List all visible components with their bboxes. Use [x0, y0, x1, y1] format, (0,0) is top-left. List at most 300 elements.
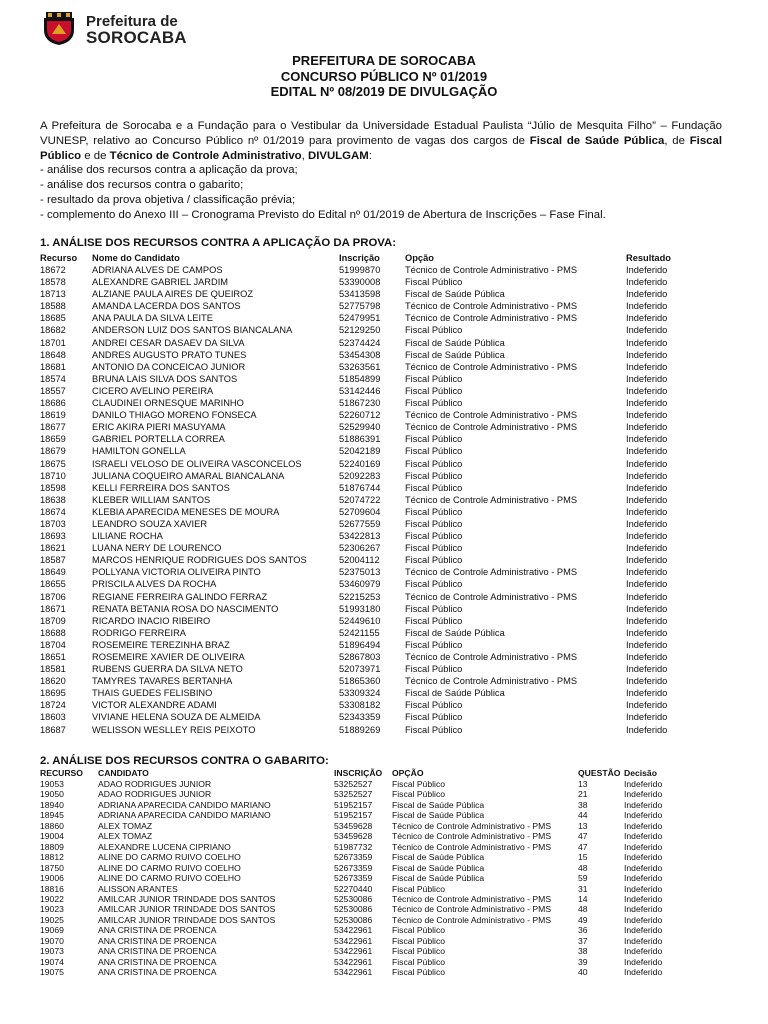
cell-opcao: Fiscal Público: [405, 700, 463, 711]
cell-opcao: Técnico de Controle Administrativo - PMS: [405, 591, 578, 602]
cell-inscricao: 53252527: [334, 779, 373, 789]
cell-resultado: Indeferido: [626, 265, 668, 275]
cell-inscricao: 52775798: [339, 301, 381, 312]
cell-recurso: 18674: [40, 506, 66, 517]
cell-resultado: Indeferido: [626, 506, 668, 517]
cell-recurso: 18598: [40, 482, 66, 493]
cell-inscricao: 52074722: [339, 494, 381, 505]
cell-inscricao: 51854899: [339, 373, 381, 384]
cell-nome: THAIS GUEDES FELISBINO: [92, 688, 213, 699]
table-row: [40, 651, 722, 663]
intro-bold-3: Técnico de Controle Administrativo: [109, 150, 302, 162]
cell-recurso: 18651: [40, 652, 66, 662]
cell-opcao: Fiscal Público: [392, 883, 446, 894]
cell-candidato: ANA CRISTINA DE PROENCA: [98, 956, 217, 967]
list-item: - resultado da prova objetiva / classificação prévia;: [40, 194, 296, 206]
cell-opcao: Técnico de Controle Administrativo - PMS: [405, 361, 578, 372]
cell-resultado: Indeferido: [626, 482, 668, 493]
cell-opcao: Fiscal Público: [405, 543, 463, 554]
title-line-1: PREFEITURA DE SOROCABA: [292, 53, 476, 68]
table-header-row: [40, 252, 722, 264]
cell-recurso: 19006: [40, 873, 64, 884]
cell-resultado: Indeferido: [626, 543, 668, 554]
cell-recurso: 19023: [40, 904, 64, 915]
cell-recurso: 18709: [40, 615, 66, 626]
cell-candidato: ALINE DO CARMO RUIVO COELHO: [98, 873, 241, 884]
cell-questao: 13: [578, 820, 588, 831]
cell-recurso: 18695: [40, 688, 66, 699]
cell-nome: ROSEMEIRE TEREZINHA BRAZ: [92, 639, 230, 650]
cell-recurso: 18648: [40, 349, 66, 360]
cell-opcao: Técnico de Controle Administrativo - PMS: [392, 831, 552, 842]
city-crest-icon: [40, 10, 78, 46]
cell-inscricao: 53459628: [334, 820, 373, 831]
col-header-opcao: Opção: [405, 253, 434, 263]
table-row: [40, 324, 722, 336]
cell-resultado: Indeferido: [626, 494, 668, 505]
cell-recurso: 18588: [40, 301, 66, 312]
cell-opcao: Fiscal Público: [405, 555, 463, 566]
cell-opcao: Técnico de Controle Administrativo - PMS: [405, 567, 578, 578]
cell-recurso: 18706: [40, 591, 66, 602]
cell-opcao: Técnico de Controle Administrativo - PMS: [392, 914, 552, 925]
cell-recurso: 19050: [40, 789, 64, 800]
cell-resultado: Indeferido: [626, 446, 668, 457]
cell-resultado: Indeferido: [626, 301, 668, 312]
list-item: - análise dos recursos contra a aplicação da prova;: [40, 164, 298, 176]
cell-questao: 39: [578, 956, 588, 967]
table-row: [40, 300, 722, 312]
cell-inscricao: 53422961: [334, 956, 373, 967]
cell-recurso: 19074: [40, 956, 64, 967]
cell-inscricao: 51865360: [339, 676, 381, 687]
cell-resultado: Indeferido: [626, 567, 668, 578]
cell-recurso: 19070: [40, 935, 64, 946]
cell-inscricao: 53422961: [334, 967, 373, 978]
appeals-application-table: [40, 252, 722, 736]
cell-opcao: Técnico de Controle Administrativo - PMS: [405, 410, 578, 421]
cell-inscricao: 52449610: [339, 615, 381, 626]
cell-candidato: ALISSON ARANTES: [98, 883, 178, 894]
cell-opcao: Fiscal Público: [392, 956, 446, 967]
cell-nome: ANDERSON LUIZ DOS SANTOS BIANCALANA: [92, 325, 293, 336]
col-header-questao: QUESTÃO: [578, 768, 621, 778]
cell-recurso: 19025: [40, 914, 64, 925]
cell-recurso: 18671: [40, 603, 66, 614]
cell-questao: 15: [578, 852, 588, 863]
col-header-nome: Nome do Candidato: [92, 253, 180, 263]
cell-candidato: ADRIANA APARECIDA CANDIDO MARIANO: [98, 810, 271, 821]
cell-resultado: Indeferido: [626, 289, 668, 300]
cell-inscricao: 51999870: [339, 265, 381, 275]
table-row: [40, 663, 722, 675]
cell-candidato: ANA CRISTINA DE PROENCA: [98, 967, 217, 978]
cell-inscricao: 52343359: [339, 712, 381, 723]
logo: [40, 10, 200, 46]
table-row: [40, 554, 722, 566]
cell-resultado: Indeferido: [626, 664, 668, 675]
title-line-2: CONCURSO PÚBLICO Nº 01/2019: [280, 68, 488, 84]
cell-questao: 36: [578, 925, 588, 936]
cell-inscricao: 52374424: [339, 337, 381, 348]
cell-resultado: Indeferido: [626, 277, 668, 288]
cell-decisao: Indeferido: [624, 779, 663, 789]
table-row: [40, 397, 722, 409]
cell-inscricao: 52004112: [339, 555, 380, 566]
cell-recurso: 18704: [40, 639, 66, 650]
cell-inscricao: 53142446: [339, 385, 381, 396]
table-row: [40, 385, 722, 397]
table-row: [40, 458, 722, 470]
cell-recurso: 18677: [40, 422, 66, 433]
cell-inscricao: 52530086: [334, 914, 373, 925]
cell-opcao: Técnico de Controle Administrativo - PMS: [392, 841, 552, 852]
cell-inscricao: 52673359: [334, 873, 373, 884]
table-row: [40, 276, 722, 288]
table-row: [40, 863, 704, 873]
cell-recurso: 18686: [40, 398, 66, 409]
cell-opcao: Fiscal Público: [405, 482, 463, 493]
cell-questao: 38: [578, 799, 588, 810]
cell-resultado: Indeferido: [626, 349, 668, 360]
cell-opcao: Fiscal Público: [405, 398, 463, 409]
cell-opcao: Fiscal Público: [405, 385, 463, 396]
cell-questao: 47: [578, 831, 588, 842]
cell-recurso: 18685: [40, 313, 66, 324]
cell-recurso: 19004: [40, 831, 64, 842]
cell-inscricao: 51896494: [339, 639, 381, 650]
cell-nome: ALZIANE PAULA AIRES DE QUEIROZ: [92, 289, 254, 300]
table-row: [40, 699, 722, 711]
cell-opcao: Fiscal Público: [405, 470, 463, 481]
cell-recurso: 18860: [40, 820, 64, 831]
cell-resultado: Indeferido: [626, 603, 668, 614]
cell-recurso: 18675: [40, 458, 66, 469]
table-row: [40, 373, 722, 385]
cell-inscricao: 52529940: [339, 422, 381, 433]
cell-questao: 59: [578, 873, 588, 884]
cell-candidato: ALINE DO CARMO RUIVO COELHO: [98, 852, 241, 863]
intro-bold-4: DIVULGAM: [307, 150, 369, 162]
cell-resultado: Indeferido: [626, 531, 668, 542]
cell-decisao: Indeferido: [624, 852, 663, 863]
cell-resultado: Indeferido: [626, 724, 668, 735]
cell-inscricao: 53460979: [339, 579, 381, 590]
cell-nome: LEANDRO SOUZA XAVIER: [92, 518, 208, 529]
cell-recurso: 18710: [40, 470, 66, 481]
table-row: [40, 445, 722, 457]
cell-nome: CICERO AVELINO PEREIRA: [92, 385, 214, 396]
cell-candidato: AMILCAR JUNIOR TRINDADE DOS SANTOS: [98, 893, 276, 904]
cell-opcao: Fiscal Público: [405, 579, 463, 590]
cell-inscricao: 53308182: [339, 700, 381, 711]
col-header-recurso: RECURSO: [40, 768, 83, 778]
cell-inscricao: 52673359: [334, 862, 373, 873]
cell-recurso: 18578: [40, 277, 66, 288]
cell-inscricao: 53413598: [339, 289, 381, 300]
cell-opcao: Fiscal Público: [392, 946, 446, 957]
cell-resultado: Indeferido: [626, 700, 668, 711]
cell-opcao: Fiscal Público: [392, 925, 446, 936]
table-row: [40, 518, 722, 530]
divulgation-list: [40, 163, 606, 223]
table-row: [40, 894, 704, 904]
cell-resultado: Indeferido: [626, 337, 668, 348]
cell-decisao: Indeferido: [624, 789, 663, 800]
cell-candidato: ANA CRISTINA DE PROENCA: [98, 925, 217, 936]
cell-recurso: 18621: [40, 543, 66, 554]
cell-recurso: 18809: [40, 841, 64, 852]
cell-inscricao: 52530086: [334, 904, 373, 915]
table-row: [40, 433, 722, 445]
cell-inscricao: 52042189: [339, 446, 381, 457]
intro-paragraph: [40, 119, 722, 164]
cell-opcao: Fiscal Público: [405, 277, 463, 288]
cell-nome: POLLYANA VICTORIA OLIVEIRA PINTO: [92, 567, 261, 578]
cell-inscricao: 53263561: [339, 361, 381, 372]
cell-opcao: Fiscal Público: [405, 639, 463, 650]
table-row: [40, 675, 722, 687]
cell-candidato: ANA CRISTINA DE PROENCA: [98, 935, 217, 946]
cell-nome: ERIC AKIRA PIERI MASUYAMA: [92, 422, 226, 433]
table-row: [40, 409, 722, 421]
table-row: [40, 349, 722, 361]
section-1-title: 1. ANÁLISE DOS RECURSOS CONTRA A APLICAÇÃO DA PROVA:: [40, 237, 397, 249]
table-row: [40, 873, 704, 883]
col-header-decisao: Decisão: [624, 768, 657, 778]
cell-resultado: Indeferido: [626, 518, 668, 529]
cell-candidato: ALEXANDRE LUCENA CIPRIANO: [98, 841, 231, 852]
cell-inscricao: 52530086: [334, 893, 373, 904]
cell-recurso: 18724: [40, 700, 66, 711]
cell-inscricao: 52677559: [339, 518, 381, 529]
cell-nome: ISRAELI VELOSO DE OLIVEIRA VASCONCELOS: [92, 458, 302, 469]
cell-questao: 44: [578, 810, 588, 821]
cell-opcao: Fiscal de Saúde Pública: [392, 799, 485, 810]
cell-recurso: 18649: [40, 567, 66, 578]
cell-inscricao: 53309324: [339, 688, 381, 699]
cell-resultado: Indeferido: [626, 627, 668, 638]
cell-nome: ANA PAULA DA SILVA LEITE: [92, 313, 213, 324]
table-row: [40, 337, 722, 349]
cell-inscricao: 53459628: [334, 831, 373, 842]
cell-opcao: Fiscal Público: [405, 458, 463, 469]
table-row: [40, 852, 704, 862]
table-row: [40, 800, 704, 810]
cell-nome: ROSEMEIRE XAVIER DE OLIVEIRA: [92, 652, 245, 662]
cell-recurso: 18703: [40, 518, 66, 529]
cell-resultado: Indeferido: [626, 615, 668, 626]
cell-inscricao: 52673359: [334, 852, 373, 863]
cell-inscricao: 51876744: [339, 482, 381, 493]
cell-recurso: 18688: [40, 627, 66, 638]
cell-opcao: Fiscal Público: [405, 664, 463, 675]
cell-inscricao: 51886391: [339, 434, 381, 445]
cell-nome: REGIANE FERREIRA GALINDO FERRAZ: [92, 591, 268, 602]
cell-decisao: Indeferido: [624, 967, 663, 978]
cell-candidato: AMILCAR JUNIOR TRINDADE DOS SANTOS: [98, 914, 276, 925]
intro-text-5: :: [368, 150, 372, 162]
cell-resultado: Indeferido: [626, 688, 668, 699]
cell-nome: VICTOR ALEXANDRE ADAMI: [92, 700, 217, 711]
table-row: [40, 789, 704, 799]
cell-candidato: ALEX TOMAZ: [98, 820, 153, 831]
intro-text-4: ,: [301, 150, 308, 162]
table-row: [40, 264, 722, 276]
col-header-opcao: OPÇÃO: [392, 768, 424, 778]
cell-opcao: Fiscal de Saúde Pública: [392, 810, 485, 821]
table-row: [40, 542, 722, 554]
table-row: [40, 482, 722, 494]
cell-opcao: Técnico de Controle Administrativo - PMS: [405, 422, 578, 433]
table-row: [40, 842, 704, 852]
cell-nome: ALEXANDRE GABRIEL JARDIM: [92, 277, 229, 288]
table-row: [40, 578, 722, 590]
col-header-recurso: Recurso: [40, 253, 78, 263]
cell-opcao: Fiscal de Saúde Pública: [392, 852, 485, 863]
cell-recurso: 19073: [40, 946, 64, 957]
cell-opcao: Fiscal Público: [405, 518, 463, 529]
cell-inscricao: 52129250: [339, 325, 381, 336]
cell-nome: ANDRES AUGUSTO PRATO TUNES: [92, 349, 247, 360]
cell-inscricao: 52270440: [334, 883, 373, 894]
cell-questao: 48: [578, 904, 588, 915]
cell-nome: KELLI FERREIRA DOS SANTOS: [92, 482, 230, 493]
cell-decisao: Indeferido: [624, 810, 663, 821]
cell-decisao: Indeferido: [624, 799, 663, 810]
cell-opcao: Técnico de Controle Administrativo - PMS: [405, 494, 578, 505]
cell-nome: AMANDA LACERDA DOS SANTOS: [92, 301, 241, 312]
cell-resultado: Indeferido: [626, 555, 668, 566]
cell-nome: PRISCILA ALVES DA ROCHA: [92, 579, 217, 590]
cell-recurso: 18574: [40, 373, 66, 384]
table-header-row: [40, 768, 704, 779]
cell-nome: WELISSON WESLLEY REIS PEIXOTO: [92, 724, 256, 735]
intro-text-3: e de: [81, 150, 110, 162]
cell-inscricao: 51987732: [334, 841, 373, 852]
list-item: - complemento do Anexo III – Cronograma Previsto do Edital nº 01/2019 de Abertura de Inscrições – Fase Final.: [40, 209, 606, 221]
cell-inscricao: 52215253: [339, 591, 381, 602]
cell-resultado: Indeferido: [626, 712, 668, 723]
cell-opcao: Técnico de Controle Administrativo - PMS: [405, 265, 578, 275]
cell-opcao: Técnico de Controle Administrativo - PMS: [392, 904, 552, 915]
table-row: [40, 967, 704, 977]
cell-inscricao: 53422813: [339, 531, 381, 542]
cell-opcao: Técnico de Controle Administrativo - PMS: [405, 676, 578, 687]
table-row: [40, 566, 722, 578]
cell-nome: JULIANA COQUEIRO AMARAL BIANCALANA: [92, 470, 285, 481]
cell-nome: ANTONIO DA CONCEICAO JUNIOR: [92, 361, 246, 372]
cell-decisao: Indeferido: [624, 873, 663, 884]
cell-candidato: ADAO RODRIGUES JUNIOR: [98, 779, 212, 789]
cell-opcao: Fiscal Público: [405, 446, 463, 457]
cell-opcao: Fiscal Público: [405, 615, 463, 626]
cell-resultado: Indeferido: [626, 325, 668, 336]
title-line-3: EDITAL Nº 08/2019 DE DIVULGAÇÃO: [270, 84, 498, 99]
cell-inscricao: 52092283: [339, 470, 381, 481]
cell-decisao: Indeferido: [624, 841, 663, 852]
cell-resultado: Indeferido: [626, 591, 668, 602]
col-header-inscricao: INSCRIÇÃO: [334, 768, 383, 778]
cell-recurso: 18638: [40, 494, 66, 505]
intro-bold-2: Fiscal Público: [40, 135, 722, 162]
cell-resultado: Indeferido: [626, 422, 668, 433]
cell-nome: LILIANE ROCHA: [92, 531, 163, 542]
cell-questao: 31: [578, 883, 588, 894]
cell-questao: 37: [578, 935, 588, 946]
cell-inscricao: 52073971: [339, 664, 381, 675]
cell-nome: KLEBER WILLIAM SANTOS: [92, 494, 211, 505]
cell-candidato: AMILCAR JUNIOR TRINDADE DOS SANTOS: [98, 904, 276, 915]
cell-opcao: Técnico de Controle Administrativo - PMS: [405, 313, 578, 324]
cell-nome: VIVIANE HELENA SOUZA DE ALMEIDA: [92, 712, 261, 723]
col-header-inscricao: Inscrição: [339, 253, 380, 263]
cell-nome: CLAUDINEI ORNESQUE MARINHO: [92, 398, 244, 409]
cell-inscricao: 51952157: [334, 799, 373, 810]
cell-opcao: Fiscal Público: [392, 967, 446, 978]
cell-resultado: Indeferido: [626, 458, 668, 469]
cell-opcao: Fiscal de Saúde Pública: [405, 688, 505, 699]
logo-text-line1: Prefeitura de: [86, 13, 178, 30]
table-row: [40, 361, 722, 373]
table-row: [40, 627, 722, 639]
intro-text-2: , de: [664, 135, 690, 147]
cell-questao: 13: [578, 779, 588, 789]
cell-decisao: Indeferido: [624, 935, 663, 946]
table-row: [40, 711, 722, 723]
cell-nome: KLEBIA APARECIDA MENESES DE MOURA: [92, 506, 280, 517]
table-row: [40, 506, 722, 518]
cell-inscricao: 51889269: [339, 724, 381, 735]
cell-candidato: ALEX TOMAZ: [98, 831, 153, 842]
cell-opcao: Fiscal Público: [405, 712, 463, 723]
cell-recurso: 18713: [40, 289, 66, 300]
table-row: [40, 421, 722, 433]
cell-recurso: 18940: [40, 799, 64, 810]
cell-questao: 49: [578, 914, 588, 925]
cell-resultado: Indeferido: [626, 676, 668, 687]
list-item: - análise dos recursos contra o gabarito;: [40, 179, 244, 191]
cell-recurso: 19069: [40, 925, 64, 936]
cell-nome: ADRIANA ALVES DE CAMPOS: [92, 265, 223, 275]
cell-inscricao: 52709604: [339, 506, 381, 517]
cell-decisao: Indeferido: [624, 883, 663, 894]
table-row: [40, 615, 722, 627]
cell-opcao: Fiscal de Saúde Pública: [392, 862, 485, 873]
cell-decisao: Indeferido: [624, 914, 663, 925]
table-row: [40, 957, 704, 967]
cell-resultado: Indeferido: [626, 652, 668, 662]
cell-resultado: Indeferido: [626, 470, 668, 481]
cell-decisao: Indeferido: [624, 831, 663, 842]
logo-text-line2: SOROCABA: [86, 28, 187, 47]
cell-inscricao: 52260712: [339, 410, 381, 421]
cell-decisao: Indeferido: [624, 862, 663, 873]
cell-opcao: Fiscal Público: [405, 325, 463, 336]
cell-recurso: 18620: [40, 676, 66, 687]
cell-inscricao: 52306267: [339, 543, 381, 554]
cell-decisao: Indeferido: [624, 820, 663, 831]
cell-questao: 38: [578, 946, 588, 957]
cell-recurso: 18682: [40, 325, 66, 336]
cell-inscricao: 53252527: [334, 789, 373, 800]
cell-opcao: Fiscal Público: [405, 603, 463, 614]
cell-resultado: Indeferido: [626, 313, 668, 324]
table-row: [40, 470, 722, 482]
cell-opcao: Fiscal Público: [405, 531, 463, 542]
table-row: [40, 831, 704, 841]
cell-nome: HAMILTON GONELLA: [92, 446, 186, 457]
